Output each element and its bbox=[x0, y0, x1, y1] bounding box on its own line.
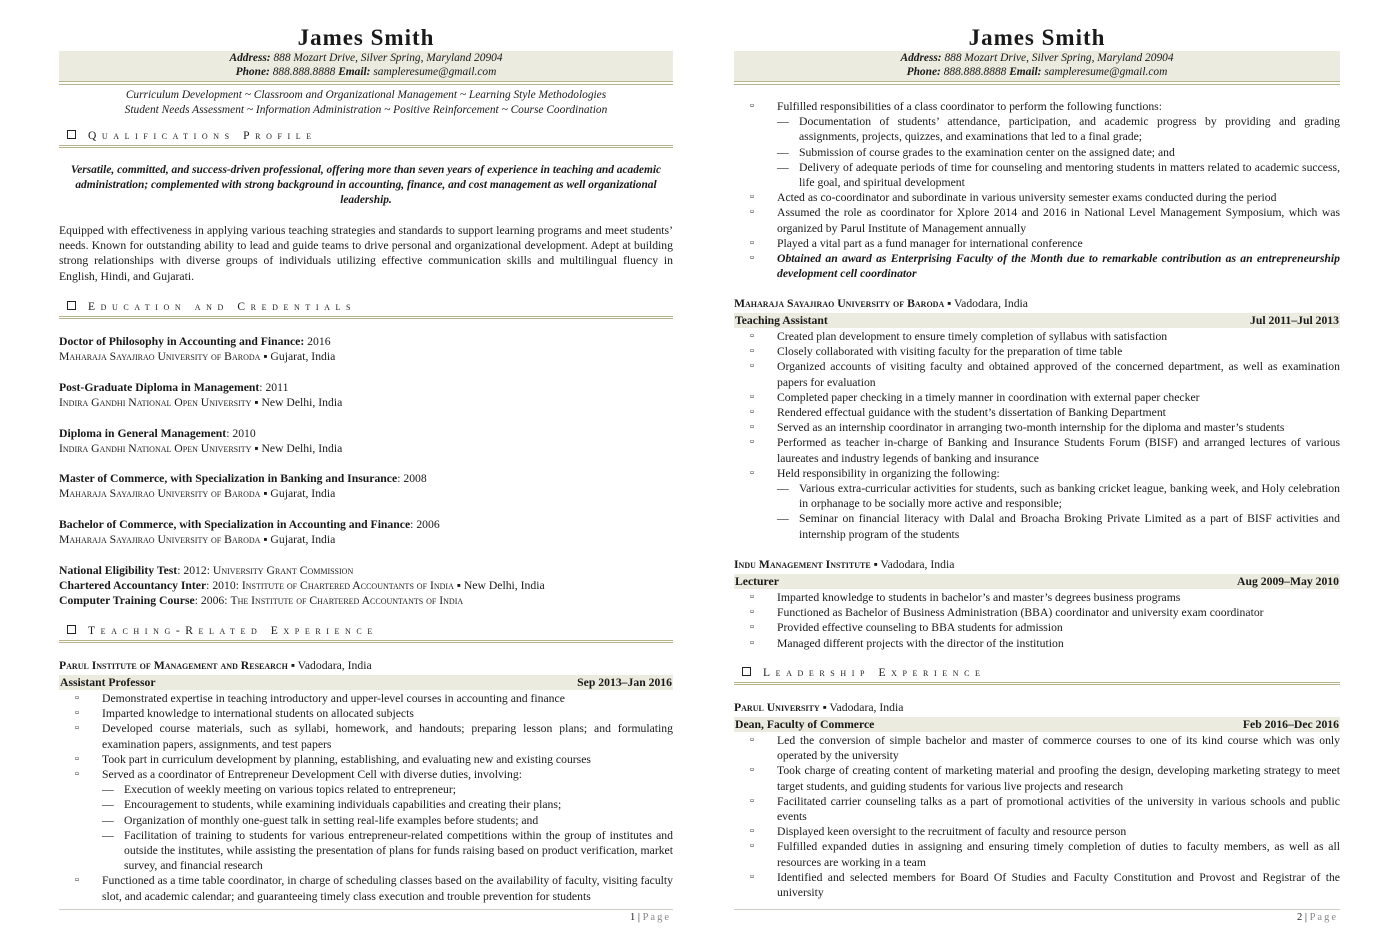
contact-block: Address: 888 Mozart Drive, Silver Spring, Maryland 20904 Phone: 888.888.8888 Email: sampleresume@gmail.com bbox=[734, 51, 1340, 82]
list-item: ▫ Imparted knowledge to international students on allocated subjects bbox=[59, 706, 673, 721]
list-item: ▫ Functioned as Bachelor of Business Administration (BBA) coordinator and university exam coordinator bbox=[734, 605, 1340, 620]
list-item: ▫ Demonstrated expertise in teaching introductory and upper-level courses in accounting and finance bbox=[59, 691, 673, 706]
address: 888 Mozart Drive, Silver Spring, Maryland 20904 bbox=[944, 52, 1174, 64]
square-bullet-icon bbox=[67, 625, 76, 634]
credential-entry: Computer Training Course: 2006: The Institute of Chartered Accountants of India bbox=[59, 594, 464, 608]
sub-bullets bbox=[777, 481, 1340, 542]
credential-entry: Chartered Accountancy Inter: 2010: Institute of Chartered Accountants of India ▪ New Delhi, India bbox=[59, 579, 545, 593]
list-item: ▫ Created plan development to ensure timely completion of syllabus with satisfaction bbox=[734, 329, 1340, 344]
list-item: ▫ Played a vital part as a fund manager for international conference bbox=[734, 236, 1340, 251]
list-item: — Various extra-curricular activities for students, such as banking cricket league, banking week, and Holy celebration in orphanage to be socially more active and responsible; bbox=[777, 481, 1340, 511]
list-item: ▫ Imparted knowledge to students in bachelor’s and master’s degrees business programs bbox=[734, 590, 1340, 605]
section-title-education: Education and Credentials bbox=[59, 299, 673, 315]
list-item: ▫ Assumed the role as coordinator for Xplore 2014 and 2016 in National Level Management Symposium, which was organized by Parul Institute of Management annually bbox=[734, 205, 1340, 235]
list-item: ▫ Managed different projects with the director of the institution bbox=[734, 636, 1340, 651]
list-item: ▫ Organized accounts of visiting faculty and obtained approved of the concerned department, as well as examination papers for evaluation bbox=[734, 359, 1340, 389]
list-item: — Delivery of adequate periods of time for counseling and mentoring students in matters related to academic success, life goal, and spiritual development bbox=[777, 160, 1340, 190]
list-item: ▫ Took charge of creating content of marketing material and proofing the design, developing marketing strategy to meet target students, and guiding students for various live projects and research bbox=[734, 763, 1340, 793]
qualifications-body: Equipped with effectiveness in applying various teaching strategies and standards to support learning programs and meet students’ needs. Known for outstanding ability to lead and guide teams to drive personal and organizational development. Adept at building strong relationships with diverse groups of individuals utilizing effective communication skills and multilingual fluency in English, Hindi, and Gujarati. bbox=[59, 224, 673, 283]
resume-page-2 bbox=[734, 0, 1340, 949]
page-footer: 1 | Page bbox=[59, 909, 673, 923]
section-divider bbox=[59, 145, 673, 148]
address: 888 Mozart Drive, Silver Spring, Maryland 20904 bbox=[273, 52, 503, 64]
sub-bullets bbox=[102, 782, 673, 873]
employer-line: Maharaja Sayajirao University of Baroda ▪ Vadodara, India bbox=[734, 297, 1028, 310]
list-item: ▫ Performed as teacher in-charge of Banking and Insurance Students Forum (BISF) and arranged lectures of various laureates and industry legends of banking and insurance bbox=[734, 435, 1340, 465]
list-item: ▫ Closely collaborated with visiting faculty for the preparation of time table bbox=[734, 344, 1340, 359]
list-item: ▫ Identified and selected members for Board Of Studies and Faculty Constitution and Provost and Registrar of the university bbox=[734, 870, 1340, 900]
section-divider bbox=[734, 682, 1340, 685]
employer-line: Parul University ▪ Vadodara, India bbox=[734, 701, 904, 714]
list-item: — Documentation of students’ attendance, participation, and academic progress by providing and grading assignments, projects, quizzes, and examinations that led to a final grade; bbox=[777, 114, 1340, 144]
employer-line: Parul Institute of Management and Research ▪ Vadodara, India bbox=[59, 659, 372, 672]
section-title-teaching: Teaching-Related Experience bbox=[59, 623, 673, 639]
list-item: — Facilitation of training to students for various entrepreneur-related competitions within the group of institutes and outside the institutes, while assisting the presentation of plans for funds raising based on product verification, market survey, and financial research bbox=[102, 828, 673, 874]
section-divider bbox=[59, 316, 673, 319]
list-item: — Organization of monthly one-guest talk in setting real-life examples before students; and bbox=[102, 813, 673, 828]
keywords: Curriculum Development ~ Classroom and Organizational Management ~ Learning Style Methodologies Student Needs Assessment ~ Information Administration ~ Positive Reinforcement ~ Course Coordination bbox=[124, 89, 608, 116]
qualifications-summary: Versatile, committed, and success-driven professional, offering more than seven years of experience in teaching and academic administration; complemented with strong background in accounting, finance, and cost management as well organizational leadership. bbox=[70, 164, 662, 207]
list-item: ▫ Fulfilled expanded duties in assigning and ensuring timely completion of duties to faculty members, as well as all resources are working in a team bbox=[734, 839, 1340, 869]
square-bullet-icon bbox=[742, 667, 751, 676]
sub-bullets bbox=[777, 114, 1340, 190]
degree-entry: Doctor of Philosophy in Accounting and Finance: 2016 Maharaja Sayajirao University of Baroda ▪ Gujarat, India bbox=[59, 335, 336, 364]
list-item: — Execution of weekly meeting on various topics related to entrepreneur; bbox=[102, 782, 673, 797]
list-item: ▫ Developed course materials, such as syllabi, homework, and handouts; preparing lesson plans; and formulating examination papers, assignments, and test papers bbox=[59, 721, 673, 751]
job-bullets bbox=[734, 590, 1340, 651]
square-bullet-icon bbox=[67, 130, 76, 139]
job-bullets bbox=[734, 733, 1340, 900]
degree-entry: Diploma in General Management: 2010 Indira Gandhi National Open University ▪ New Delhi, India bbox=[59, 427, 343, 456]
section-title-qualifications: Qualifications Profile bbox=[59, 128, 673, 144]
list-item: — Seminar on financial literacy with Dalal and Broacha Broking Private Limited as a part of BISF activities and internship program of the students bbox=[777, 511, 1340, 541]
degree-entry: Master of Commerce, with Specialization in Banking and Insurance: 2008 Maharaja Sayajirao University of Baroda ▪ Gujarat, India bbox=[59, 472, 427, 501]
list-item: — Encouragement to students, while examining individuals capabilities and creating their plans; bbox=[102, 797, 673, 812]
job-title-bar: Dean, Faculty of Commerce Feb 2016–Dec 2016 bbox=[735, 718, 1339, 731]
list-item: ▫ Rendered effectual guidance with the student’s dissertation of Banking Department bbox=[734, 405, 1340, 420]
list-item: ▫ Displayed keen oversight to the recruitment of faculty and resource person bbox=[734, 824, 1340, 839]
job-title-bar: Lecturer Aug 2009–May 2010 bbox=[735, 575, 1339, 588]
header-divider bbox=[59, 82, 673, 85]
list-item: ▫ Provided effective counseling to BBA students for admission bbox=[734, 620, 1340, 635]
email: sampleresume@gmail.com bbox=[373, 65, 497, 78]
page-footer: 2 | Page bbox=[734, 909, 1340, 923]
job-title-bar: Teaching Assistant Jul 2011–Jul 2013 bbox=[735, 314, 1339, 327]
list-item: — Submission of course grades to the examination center on the assigned date; and bbox=[777, 145, 1340, 160]
section-title-leadership: Leadership Experience bbox=[734, 665, 1340, 681]
resume-page-1 bbox=[59, 0, 673, 949]
phone: 888.888.8888 bbox=[943, 65, 1007, 78]
list-item: ▫ Served as a coordinator of Entrepreneur Development Cell with diverse duties, involving: — Execution of weekly meeting on various topics related to entrepreneur; — Encouragement to students, while examining individuals capabilities and creating their plans; — Organization of monthly one-guest talk in setting real-life examples before students; and — Facilitation of training to students for various entrepreneur-related competitions within the group of institutes and outside the institutes, while assisting the presentation of plans for funds raising based on product verification, market survey, and financial research bbox=[59, 767, 673, 873]
list-item: ▫ Held responsibility in organizing the following: — Various extra-curricular activities for students, such as banking cricket league, banking week, and Holy celebration in orphanage to be socially more active and responsible; — Seminar on financial literacy with Dalal and Broacha Broking Private Limited as a part of BISF activities and internship program of the students bbox=[734, 466, 1340, 542]
job-title-bar: Assistant Professor Sep 2013–Jan 2016 bbox=[60, 676, 672, 689]
list-item: ▫ Facilitated carrier counseling talks as a part of promotional activities of the university in various schools and public events bbox=[734, 794, 1340, 824]
list-item: ▫ Took part in curriculum development by planning, establishing, and evaluating new and existing courses bbox=[59, 752, 673, 767]
list-item: ▫ Obtained an award as Enterprising Faculty of the Month due to remarkable contribution as an entrepreneurship development cell coordinator bbox=[734, 251, 1340, 281]
credentials-list bbox=[59, 563, 673, 609]
job-bullets bbox=[59, 691, 673, 904]
list-item: ▫ Led the conversion of simple bachelor and master of commerce courses to one of its kind course which was only operated by the university bbox=[734, 733, 1340, 763]
degree-entry: Post-Graduate Diploma in Management: 2011 Indira Gandhi National Open University ▪ New Delhi, India bbox=[59, 381, 343, 410]
list-item: ▫ Fulfilled responsibilities of a class coordinator to perform the following functions: — Documentation of students’ attendance, participation, and academic progress by providing and grading assignments, projects, quizzes, and examinations that led to a final grade; — Submission of course grades to the examination center on the assigned date; and — Delivery of adequate periods of time for counseling and mentoring students in matters related to academic success, life goal, and spiritual development bbox=[734, 99, 1340, 190]
degree-entry: Bachelor of Commerce, with Specialization in Accounting and Finance: 2006 Maharaja Sayajirao University of Baroda ▪ Gujarat, India bbox=[59, 518, 440, 547]
contact-block: Address: 888 Mozart Drive, Silver Spring, Maryland 20904 Phone: 888.888.8888 Email: sampleresume@gmail.com bbox=[59, 51, 673, 82]
email: sampleresume@gmail.com bbox=[1044, 65, 1168, 78]
candidate-name: James Smith bbox=[297, 25, 435, 50]
employer-line: Indu Management Institute ▪ Vadodara, India bbox=[734, 558, 955, 571]
phone: 888.888.8888 bbox=[272, 65, 336, 78]
list-item: ▫ Served as an internship coordinator in arranging two-month internship for the diploma and master’s students bbox=[734, 420, 1340, 435]
header-divider bbox=[734, 82, 1340, 85]
job-bullets bbox=[734, 329, 1340, 542]
list-item: ▫ Completed paper checking in a timely manner in coordination with external paper checker bbox=[734, 390, 1340, 405]
square-bullet-icon bbox=[67, 301, 76, 310]
section-divider bbox=[59, 640, 673, 643]
list-item: ▫ Functioned as a time table coordinator, in charge of scheduling classes based on the availability of faculty, visiting faculty slot, and academic calendar; and guaranteeing timely class execution and trouble prevention for students bbox=[59, 873, 673, 903]
candidate-name: James Smith bbox=[968, 25, 1106, 50]
job-bullets-continued bbox=[734, 99, 1340, 281]
credential-entry: National Eligibility Test: 2012: University Grant Commission bbox=[59, 564, 354, 577]
list-item: ▫ Acted as co-coordinator and subordinate in various university semester exams conducted during the period bbox=[734, 190, 1340, 205]
